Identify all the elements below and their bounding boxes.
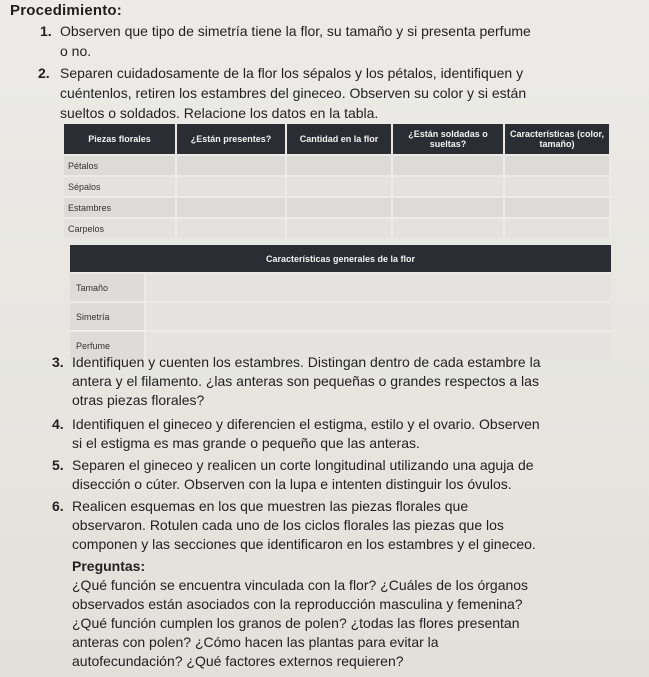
step-number: 6. bbox=[52, 498, 64, 514]
table-cell bbox=[286, 155, 392, 176]
column-header: ¿Están soldadas o sueltas? bbox=[392, 124, 504, 155]
table-row bbox=[64, 176, 610, 197]
table-title: Características generales de la flor bbox=[70, 245, 611, 273]
table-row bbox=[64, 197, 610, 218]
row-label: Estambres bbox=[64, 197, 176, 218]
step-1 bbox=[40, 21, 640, 61]
row-label: Tamaño bbox=[70, 273, 145, 302]
table-cell bbox=[176, 218, 286, 238]
step-4 bbox=[52, 415, 642, 453]
floral-parts-table bbox=[64, 124, 611, 238]
table-header-row bbox=[64, 124, 610, 155]
table-cell bbox=[286, 176, 392, 197]
step-line: antera y el filamento. ¿las anteras son pequeñas o grandes respectos a las bbox=[72, 373, 539, 389]
table-row bbox=[70, 302, 611, 331]
step-line: Identifiquen el gineceo y diferencien el estigma, estilo y el ovario. Observen bbox=[72, 416, 540, 432]
step-line: componen y las secciones que identificaron en los estambres y el gineceo. bbox=[72, 536, 536, 552]
procedure-heading: Procedimiento: bbox=[10, 2, 122, 19]
row-label: Simetría bbox=[70, 302, 145, 331]
question-line: ¿Qué función se encuentra vinculada con la flor? ¿Cuáles de los órganos bbox=[72, 577, 529, 593]
general-characteristics-table bbox=[70, 245, 611, 359]
step-6 bbox=[52, 497, 642, 554]
step-3 bbox=[52, 353, 642, 410]
table-cell bbox=[504, 176, 610, 197]
step-line: Separen cuidadosamente de la flor los sépalos y los pétalos, identifiquen y bbox=[60, 65, 524, 81]
step-line: Identifiquen y cuenten los estambres. Distingan dentro de cada estambre la bbox=[72, 354, 541, 370]
step-2 bbox=[38, 63, 638, 123]
table-cell bbox=[504, 155, 610, 176]
table-cell bbox=[392, 197, 504, 218]
column-header: Piezas florales bbox=[64, 124, 176, 155]
question-line: observados están asociados con la reproducción masculina y femenina? bbox=[72, 596, 523, 612]
step-number: 2. bbox=[38, 65, 50, 81]
table-cell bbox=[392, 218, 504, 238]
table-cell bbox=[176, 176, 286, 197]
table-cell bbox=[392, 176, 504, 197]
table-cell bbox=[286, 218, 392, 238]
table-cell bbox=[145, 273, 611, 302]
column-header: Características (color, tamaño) bbox=[504, 124, 610, 155]
step-line: sueltos o soldados. Relacione los datos en la tabla. bbox=[60, 105, 379, 121]
table-cell bbox=[286, 197, 392, 218]
step-line: Separen el gineceo y realicen un corte longitudinal utilizando una aguja de bbox=[72, 457, 534, 473]
table-cell bbox=[176, 197, 286, 218]
step-line: o no. bbox=[60, 43, 92, 59]
row-label: Sépalos bbox=[64, 176, 176, 197]
step-number: 5. bbox=[52, 457, 64, 473]
step-5 bbox=[52, 456, 642, 494]
step-number: 3. bbox=[52, 354, 64, 370]
step-line: otras piezas florales? bbox=[72, 392, 205, 408]
step-line: Realicen esquemas en los que muestren las piezas florales que bbox=[72, 498, 469, 514]
table-header-row bbox=[70, 245, 611, 273]
step-line: cuéntenlos, retiren los estambres del gineceo. Observen su color y si están bbox=[60, 85, 527, 101]
column-header: Cantidad en la flor bbox=[286, 124, 392, 155]
question-line: ¿Qué función cumplen los granos de polen? ¿todas las flores presentan bbox=[72, 615, 520, 631]
step-number: 4. bbox=[52, 416, 64, 432]
table-cell bbox=[504, 197, 610, 218]
step-line: Observen que tipo de simetría tiene la flor, su tamaño y si presenta perfume bbox=[60, 23, 531, 39]
row-label: Perfume bbox=[70, 331, 145, 359]
step-line: observaron. Rotulen cada uno de los ciclos florales las piezas que los bbox=[72, 517, 504, 533]
table-cell bbox=[392, 155, 504, 176]
row-label: Pétalos bbox=[64, 155, 176, 176]
table-row bbox=[70, 273, 611, 302]
question-line: autofecundación? ¿Qué factores externos requieren? bbox=[72, 653, 404, 669]
row-label: Carpelos bbox=[64, 218, 176, 238]
step-line: disección o cúter. Observen con la lupa e intenten distinguir los óvulos. bbox=[72, 476, 512, 492]
questions-section bbox=[72, 557, 642, 671]
step-line: si el estigma es mas grande o pequeño que las anteras. bbox=[72, 435, 420, 451]
step-number: 1. bbox=[40, 23, 52, 39]
table-cell bbox=[176, 155, 286, 176]
table-cell bbox=[145, 302, 611, 331]
column-header: ¿Están presentes? bbox=[176, 124, 286, 155]
question-line: anteras con polen? ¿Cómo hacen las plantas para evitar la bbox=[72, 634, 439, 650]
table-cell bbox=[504, 218, 610, 238]
table-row bbox=[64, 218, 610, 238]
questions-title: Preguntas: bbox=[72, 558, 146, 574]
table-row bbox=[64, 155, 610, 176]
